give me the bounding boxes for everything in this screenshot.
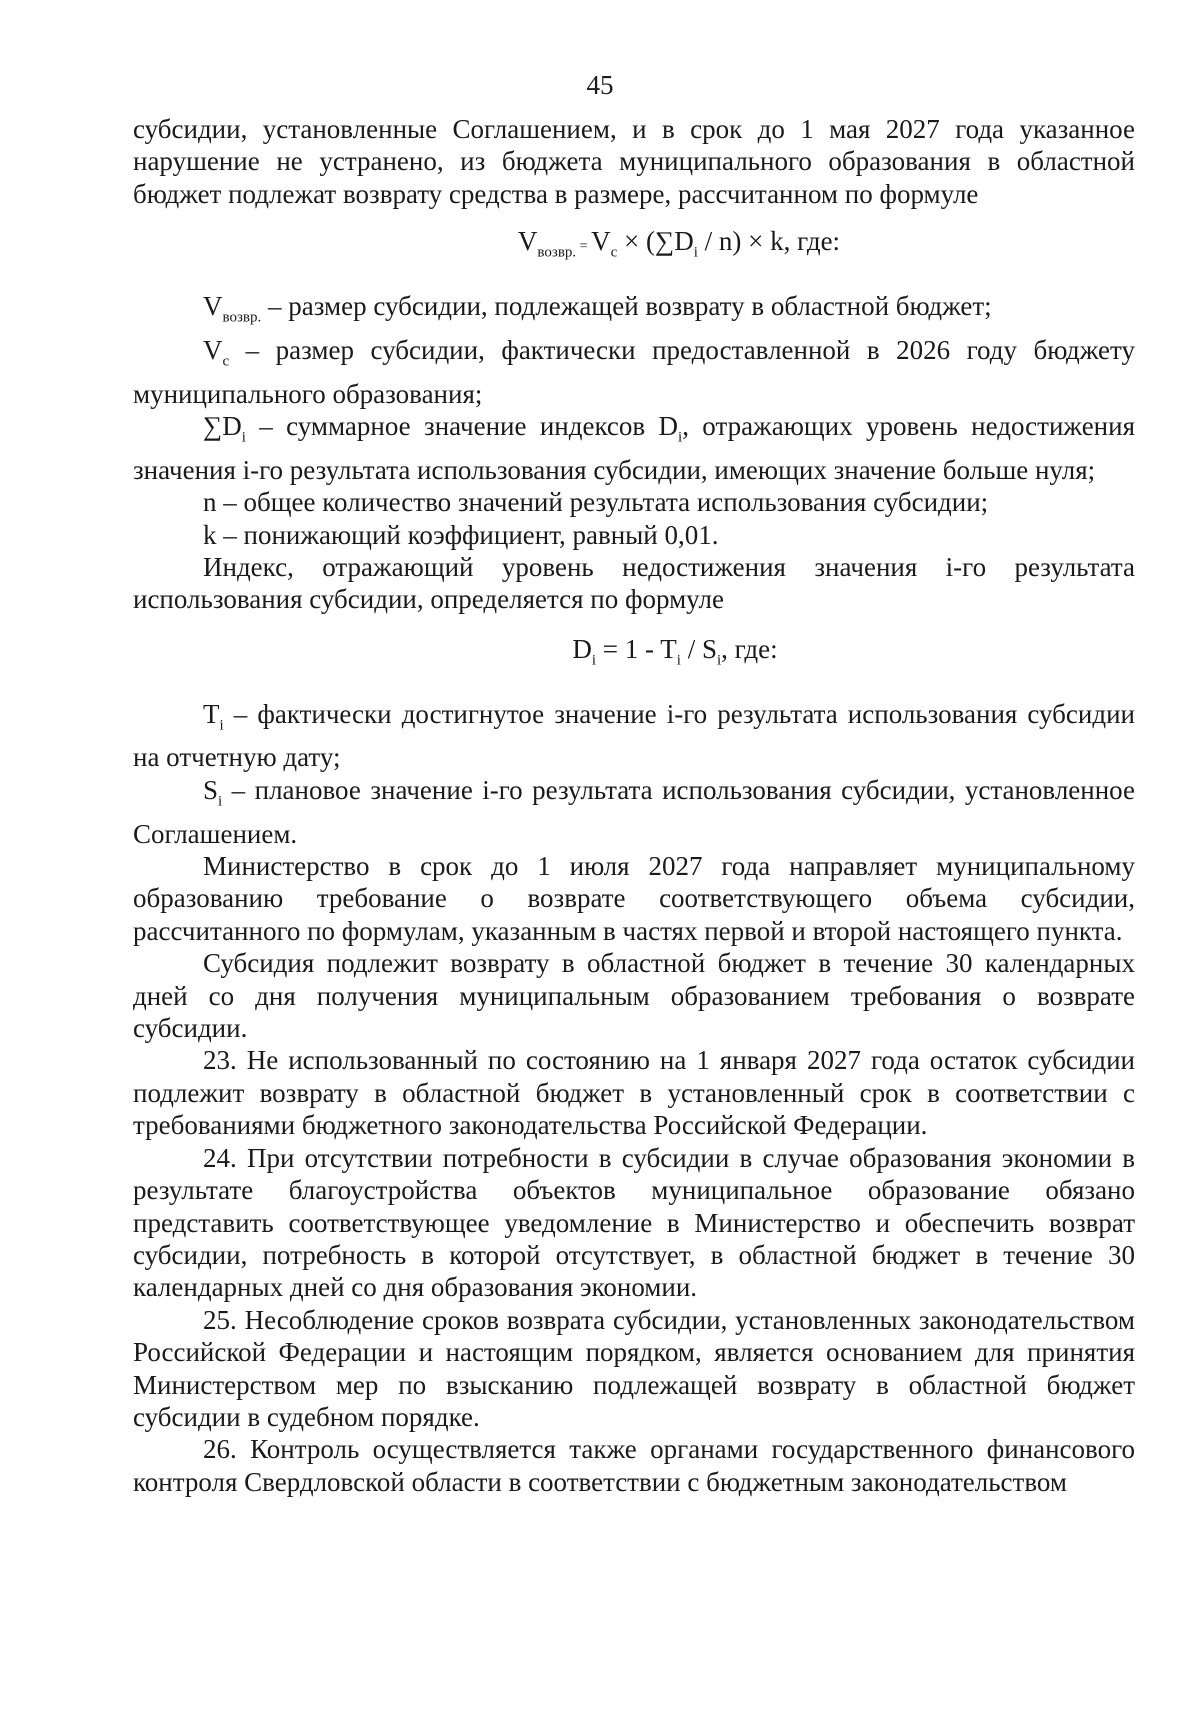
document-body <box>133 113 1135 1498</box>
formula-text: / S <box>680 633 717 664</box>
definition-text: – суммарное значение индексов D <box>245 411 679 442</box>
definition-text: – фактически достигнутое значение i-го результата использования субсидии на отчетную дату; <box>133 698 1135 773</box>
formula-equals: = <box>576 239 592 255</box>
definition-t <box>133 698 1135 774</box>
paragraph-index: Индекс, отражающий уровень недостижения значения i-го результата использования субсидии, определяется по формуле <box>133 552 1135 615</box>
page-number: 45 <box>586 70 614 100</box>
definition-sum-d <box>133 410 1135 486</box>
formula-subscript: c <box>610 244 618 261</box>
definition-symbol: T <box>203 698 220 729</box>
formula-return-amount <box>133 225 1135 269</box>
definition-text: – плановое значение i-го результата использования субсидии, установленное Соглашением. <box>133 774 1135 849</box>
definition-symbol: ∑D <box>203 411 242 442</box>
definition-symbol: V <box>203 334 223 365</box>
paragraph-item-23: 23. Не использованный по состоянию на 1 января 2027 года остаток субсидии подлежит возврату в областной бюджет в установленный срок в соответствии с требованиями бюджетного законодательства Российской Федерации. <box>133 1045 1135 1141</box>
definition-vc <box>133 334 1135 410</box>
definition-subscript: i <box>218 793 223 810</box>
paragraph-return-30-days: Субсидия подлежит возврату в областной бюджет в течение 30 календарных дней со дня получения муниципальным образованием требования о возврате субсидии. <box>133 948 1135 1044</box>
formula-subscript: i <box>591 652 597 669</box>
paragraph-ministry-requirement: Министерство в срок до 1 июля 2027 года направляет муниципальному образованию требование о возврате соответствующего объема субсидии, рассчитанного по формулам, указанным в частях первой и второй настоящего пункта. <box>133 851 1135 946</box>
definition-subscript: i <box>219 717 224 734</box>
definition-text: – размер субсидии, подлежащей возврату в областной бюджет; <box>261 291 992 322</box>
definition-subscript: возвр. <box>222 309 262 326</box>
formula-text: , где: <box>721 633 778 664</box>
formula-symbol: V <box>517 226 538 257</box>
definition-text: – размер субсидии, фактически предоставленной в 2026 году бюджету муниципального образования; <box>133 334 1135 409</box>
formula-index <box>133 633 1135 677</box>
formula-subscript: возвр. <box>537 244 577 261</box>
definition-symbol: S <box>203 774 219 805</box>
formula-text: × (∑D <box>617 226 694 257</box>
paragraph-item-26: 26. Контроль осуществляется также органами государственного финансового контроля Свердловской области в соответствии с бюджетным законодательством <box>133 1434 1135 1497</box>
formula-symbol: V <box>591 226 611 257</box>
formula-symbol: D <box>572 633 592 664</box>
definition-n: n – общее количество значений результата использования субсидии; <box>203 487 989 518</box>
paragraph-item-24: 24. При отсутствии потребности в субсидии в случае образования экономии в результате благоустройства объектов муниципальное образование обязано представить соответствующее уведомление в Министерство и обеспечить возврат субсидии, потребность в которой отсутствует, в областной бюджет в течение 30 календарных дней со дня образования экономии. <box>133 1142 1135 1303</box>
formula-subscript: i <box>716 652 722 669</box>
definition-subscript: i <box>241 429 246 446</box>
definition-v-return <box>133 290 1135 334</box>
definition-subscript: c <box>222 353 230 370</box>
formula-subscript: i <box>676 652 681 669</box>
definition-s <box>133 774 1135 850</box>
paragraph-item-25: 25. Несоблюдение сроков возврата субсидии, установленных законодательством Российской Федерации и настоящим порядком, является основанием для принятия Министерством мер по взысканию подлежащей возврату в областной бюджет субсидии в судебном порядке. <box>133 1304 1135 1432</box>
formula-subscript: i <box>693 244 698 261</box>
formula-text: / n) × k, где: <box>697 226 841 257</box>
definition-k: k – понижающий коэффициент, равный 0,01. <box>203 519 719 550</box>
definition-subscript: i <box>678 429 683 446</box>
definition-symbol: V <box>203 291 223 322</box>
formula-text: = 1 - T <box>596 633 677 664</box>
definition-text: , отражающих уровень недостижения значения i-го результата использования субсидии, имеющих значение больше нуля; <box>133 411 1135 485</box>
paragraph-intro: субсидии, установленные Соглашением, и в срок до 1 мая 2027 года указанное нарушение не устранено, из бюджета муниципального образования в областной бюджет подлежат возврату средства в размере, рассчитанном по формуле <box>133 114 1135 209</box>
